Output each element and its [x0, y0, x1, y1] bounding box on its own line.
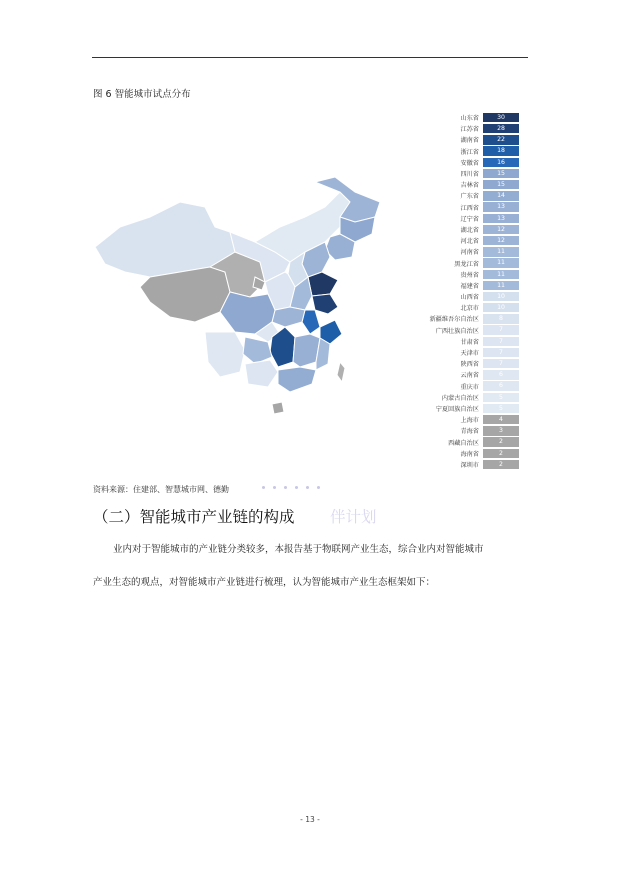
legend-region-name: 新疆维吾尔自治区: [429, 316, 479, 324]
legend-value-box: 4: [483, 415, 519, 424]
legend-value-box: 11: [483, 247, 519, 256]
region-hubei: [272, 307, 305, 327]
legend-value-box: 18: [483, 146, 519, 155]
dot: [262, 486, 265, 489]
legend-row: [400, 224, 528, 235]
source-note: 资料来源：住建部、智慧城市网、德勤: [93, 485, 229, 494]
legend-region-name: 湖北省: [460, 226, 479, 234]
legend-value-box: 11: [483, 270, 519, 279]
page-number: - 13 -: [300, 815, 320, 824]
legend-region-name: 上海市: [460, 417, 479, 425]
decorative-dots: [262, 486, 320, 489]
legend-row: [400, 146, 528, 157]
region-yunnan: [205, 332, 245, 377]
legend-value-box: 15: [483, 169, 519, 178]
legend-region-name: 海南省: [460, 450, 479, 458]
legend-row: [400, 257, 528, 268]
legend-region-name: 吉林省: [460, 182, 479, 190]
legend-region-name: 青海省: [460, 428, 479, 436]
figure-caption: 图 6 智能城市试点分布: [93, 89, 191, 100]
legend-region-name: 福建省: [460, 282, 479, 290]
legend-value-box: 14: [483, 191, 519, 200]
legend-row: [400, 381, 528, 392]
legend-region-name: 江苏省: [460, 126, 479, 134]
region-taiwan: [337, 362, 345, 382]
legend-region-name: 西藏自治区: [448, 439, 479, 447]
legend-row: [400, 302, 528, 313]
china-map: [90, 172, 410, 422]
legend-row: [400, 369, 528, 380]
paragraph-2: 产业生态的观点，对智能城市产业链进行梳理，认为智能城市产业生态框架如下：: [93, 577, 436, 588]
legend-value-box: 22: [483, 135, 519, 144]
legend-value-box: 13: [483, 214, 519, 223]
legend-row: [400, 313, 528, 324]
legend-row: [400, 202, 528, 213]
legend-region-name: 重庆市: [460, 383, 479, 391]
legend-row: [400, 325, 528, 336]
legend-value-box: 13: [483, 202, 519, 211]
legend-row: [400, 213, 528, 224]
legend-value-box: 12: [483, 225, 519, 234]
legend-region-name: 云南省: [460, 372, 479, 380]
legend-value-box: 30: [483, 113, 519, 122]
legend-row: [400, 179, 528, 190]
legend-value-box: 3: [483, 426, 519, 435]
legend-value-box: 15: [483, 180, 519, 189]
legend-region-name: 四川省: [460, 171, 479, 179]
legend-region-name: 湖南省: [460, 137, 479, 145]
legend-region-name: 浙江省: [460, 148, 479, 156]
legend-region-name: 河北省: [460, 238, 479, 246]
legend-value-box: 28: [483, 124, 519, 133]
legend-region-name: 内蒙古自治区: [441, 394, 479, 402]
legend-region-name: 贵州省: [460, 271, 479, 279]
legend-row: [400, 392, 528, 403]
legend-row: [400, 134, 528, 145]
legend-row: [400, 291, 528, 302]
legend-value-box: 11: [483, 258, 519, 267]
legend-row: [400, 436, 528, 447]
legend-value-box: 6: [483, 381, 519, 390]
legend-value-box: 6: [483, 370, 519, 379]
legend-region-name: 广西壮族自治区: [435, 327, 479, 335]
legend-row: [400, 112, 528, 123]
legend-value-box: 7: [483, 359, 519, 368]
legend-value-box: 2: [483, 449, 519, 458]
dot: [295, 486, 298, 489]
header-rule: [92, 57, 528, 58]
dot: [317, 486, 320, 489]
legend-row: [400, 448, 528, 459]
region-anhui: [302, 310, 320, 334]
legend-row: [400, 246, 528, 257]
legend-row: [400, 425, 528, 436]
legend-region-name: 河南省: [460, 249, 479, 257]
region-guangxi: [245, 360, 278, 387]
legend-region-name: 宁夏回族自治区: [435, 405, 479, 413]
legend-value-box: 7: [483, 348, 519, 357]
legend-row: [400, 168, 528, 179]
map-legend: [400, 112, 528, 470]
legend-row: [400, 336, 528, 347]
legend-value-box: 10: [483, 292, 519, 301]
legend-region-name: 山西省: [460, 294, 479, 302]
legend-region-name: 安徽省: [460, 159, 479, 167]
region-shandong: [308, 272, 338, 296]
legend-value-box: 16: [483, 158, 519, 167]
legend-value-box: 2: [483, 437, 519, 446]
legend-row: [400, 403, 528, 414]
legend-row: [400, 414, 528, 425]
legend-region-name: 天津市: [460, 350, 479, 358]
legend-value-box: 5: [483, 393, 519, 402]
legend-region-name: 甘肃省: [460, 338, 479, 346]
legend-value-box: 2: [483, 460, 519, 469]
legend-row: [400, 235, 528, 246]
legend-value-box: 7: [483, 337, 519, 346]
legend-region-name: 江西省: [460, 204, 479, 212]
legend-value-box: 10: [483, 303, 519, 312]
dot: [284, 486, 287, 489]
legend-row: [400, 157, 528, 168]
legend-row: [400, 269, 528, 280]
legend-value-box: 7: [483, 325, 519, 334]
legend-row: [400, 347, 528, 358]
region-guangdong: [278, 367, 316, 392]
legend-row: [400, 459, 528, 470]
legend-region-name: 山东省: [460, 115, 479, 123]
legend-row: [400, 123, 528, 134]
section-title: （二）智能城市产业链的构成: [93, 508, 295, 526]
region-jiangsu: [312, 294, 338, 314]
legend-value-box: 11: [483, 281, 519, 290]
paragraph-1: 业内对于智能城市的产业链分类较多，本报告基于物联网产业生态，综合业内对智能城市: [113, 544, 484, 555]
legend-region-name: 广东省: [460, 193, 479, 201]
dot: [273, 486, 276, 489]
legend-region-name: 陕西省: [460, 361, 479, 369]
legend-region-name: 深圳市: [460, 461, 479, 469]
watermark-text: 伴计划: [330, 508, 377, 526]
dot: [306, 486, 309, 489]
region-hainan: [272, 402, 284, 414]
legend-row: [400, 358, 528, 369]
legend-row: [400, 190, 528, 201]
legend-row: [400, 280, 528, 291]
legend-region-name: 辽宁省: [460, 215, 479, 223]
legend-value-box: 12: [483, 236, 519, 245]
legend-region-name: 北京市: [460, 305, 479, 313]
legend-value-box: 8: [483, 314, 519, 323]
legend-region-name: 黑龙江省: [454, 260, 479, 268]
legend-value-box: 5: [483, 404, 519, 413]
